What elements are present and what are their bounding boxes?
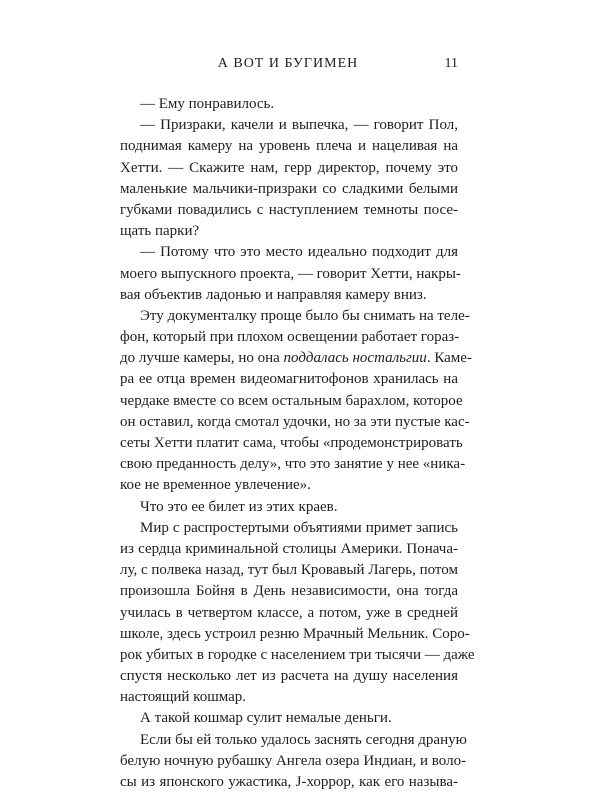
text-segment: до лучше камеры, но она — [120, 350, 284, 367]
text-line: — Ему понравилось. — [140, 96, 275, 112]
text-line: Если бы ей только удалось заснять сегодня драную — [140, 731, 467, 748]
running-title: А ВОТ И БУГИМЕН — [217, 56, 359, 71]
text-line: рок убитых в городке с населением три тысячи — даже — [120, 646, 475, 663]
text-line: моего выпускного проекта, — говорит Хетти, накры- — [120, 265, 461, 282]
text-line: чердаке вместе со всем остальным барахлом, которое — [120, 392, 463, 409]
body-text — [120, 94, 475, 793]
text-line: он оставил, когда смотал удочки, но за эти пустые кас- — [120, 413, 470, 430]
text-line: настоящий кошмар. — [120, 689, 247, 706]
text-line: кое не временное увлечение». — [120, 477, 311, 494]
text-line: из сердца криминальной столицы Америки. Понача- — [120, 540, 458, 557]
text-line: произошла Бойня в День независимости, она тогда — [120, 583, 458, 600]
text-line: свою преданность делу», что это занятие у нее «ника- — [120, 456, 466, 473]
text-line: школе, здесь устроил резню Мрачный Мельник. Соро- — [120, 625, 470, 642]
text-line: — Потому что это место идеально подходит для — [140, 244, 458, 261]
text-line: сеты Хетти платит сама, чтобы «продемонстрировать — [120, 435, 463, 451]
text-line: губками повадились с наступлением темноты посе- — [120, 201, 458, 218]
text-line: сы из японского ужастика, J-хоррор, как его называ- — [120, 774, 458, 790]
text-line: щать парки? — [120, 223, 200, 240]
text-line: Эту документалку проще было бы снимать на теле- — [140, 307, 470, 324]
text-line: Мир с распростертыми объятиями примет запись — [140, 519, 458, 536]
text-line: белую ночную рубашку Ангела озера Индиан, и воло- — [120, 752, 467, 769]
text-line: поднимая камеру на уровень плеча и нацеливая на — [120, 138, 458, 155]
text-line: маленькие мальчики-призраки со сладкими белыми — [120, 180, 458, 197]
text-line: спустя несколько лет из расчета на душу населения — [120, 668, 458, 685]
text-line: вая объектив ладонью и направляя камеру вниз. — [120, 286, 427, 303]
page-number: 11 — [444, 56, 458, 71]
text-line: ра ее отца времен видеомагнитофонов хранилась на — [120, 371, 458, 388]
emphasis-text: поддалась ностальгии — [283, 350, 427, 367]
text-line: училась в четвертом классе, а потом, уже в средней — [120, 604, 458, 621]
text-line-mixed — [120, 348, 472, 369]
text-line: Что это ее билет из этих краев. — [140, 498, 338, 515]
text-line: А такой кошмар сулит немалые деньги. — [140, 710, 392, 727]
text-segment: . Каме- — [426, 350, 472, 367]
text-line: фон, который при плохом освещении работает гораз- — [120, 329, 460, 346]
text-line: Хетти. — Скажите нам, герр директор, почему это — [120, 159, 458, 176]
text-line: лу, с полвека назад, тут был Кровавый Лагерь, потом — [120, 562, 458, 579]
running-head — [118, 56, 458, 76]
text-line: — Призраки, качели и выпечка, — говорит Пол, — [140, 117, 458, 134]
